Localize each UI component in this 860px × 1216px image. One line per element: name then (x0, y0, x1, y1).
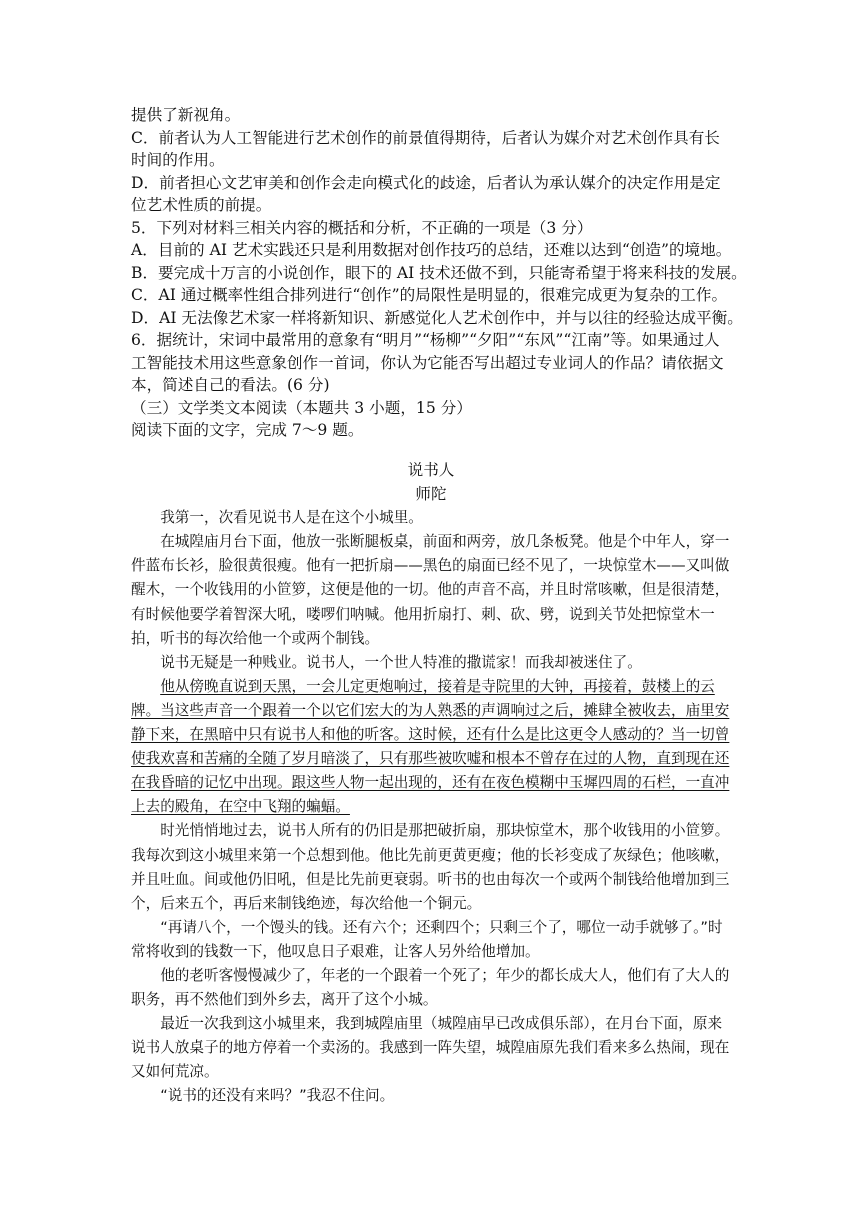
paragraph: “再请八个，一个馒头的钱。还有六个；还剩四个；只剩三个了，哪位一动手就够了。”时常将收到的钱数一下，他叹息日子艰难，让客人另外给他增加。 (131, 918, 723, 960)
section-heading: （三）文学类文本阅读（本题共 3 小题，15 分） (131, 398, 472, 417)
story-author: 师陀 (415, 485, 447, 504)
story-title: 说书人 (407, 461, 455, 479)
question-5-option-b: B．要完成十万言的小说创作，眼下的 AI 技术还做不到，只能寄希望于将来科技的发展。 (131, 263, 747, 282)
paragraph: 在城隍庙月台下面，他放一张断腿板桌，前面和两旁，放几条板凳。他是个中年人，穿一件蓝布长衫，脸很黄很瘦。他有一把折扇——黑色的扇面已经不见了，一块惊堂木——又叫做醒木，一个收钱用的小笸箩，这便是他的一切。他的声音不高，并且时常咳嗽，但是很清楚，有时候他要学着智深大吼，喽啰们呐喊。他用折扇打、刺、砍、劈，说到关节处把惊堂木一拍，听书的每次给他一个或两个制钱。 (131, 533, 730, 647)
paragraph: 我第一，次看见说书人是在这个小城里。 (160, 509, 423, 527)
paragraph: 时光悄悄地过去，说书人所有的仍旧是那把破折扇，那块惊堂木，那个收钱用的小笸箩。我每次到这小城里来第一个总想到他。他比先前更黄更瘦；他的长衫变成了灰绿色；他咳嗽，并且吐血。间或他仍旧吼，但是比先前更衰弱。听书的也由每次一个或两个制钱给他增加到三个，后来五个，再后来制钱绝迹，每次给他一个铜元。 (131, 822, 730, 912)
paragraph: 他的老听客慢慢减少了，年老的一个跟着一个死了；年少的都长成大人，他们有了大人的职务，再不然他们到外乡去，离开了这个小城。 (131, 966, 730, 1009)
paragraph: 说书无疑是一种贱业。说书人，一个世人特准的撒谎家！而我却被迷住了。 (160, 653, 642, 671)
questions-section (131, 104, 747, 442)
option-c: C．前者认为人工智能进行艺术创作的前景值得期待，后者认为媒介对艺术创作具有长时间的作用。 (131, 128, 720, 169)
question-5-option-c: C．AI 通过概率性组合排列进行“创作”的局限性是明显的，很难完成更为复杂的工作。 (131, 286, 728, 304)
paragraph: “说书的还没有来吗？”我忍不住问。 (160, 1087, 395, 1105)
previous-line: 提供了新视角。 (131, 106, 241, 124)
question-5-option-a: A．目前的 AI 艺术实践还只是利用数据对创作技巧的总结，还难以达到“创造”的境地。 (131, 241, 732, 259)
question-6: 6．据统计，宋词中最常用的意象有“明月”“杨柳”“夕阳”“东风”“江南”等。如果通过人工智能技术用这些意象创作一首词，你认为它能否写出超过专业词人的作品？请依据文本，简述自己的看法。(6 分) (131, 331, 724, 394)
instruction: 阅读下面的文字，完成 7～9 题。 (131, 421, 364, 439)
question-5: 5．下列对材料三相关内容的概括和分析，不正确的一项是（3 分） (131, 218, 593, 237)
paragraph: 最近一次我到这小城里来，我到城隍庙里（城隍庙早已改成俱乐部），在月台下面，原来说书人放桌子的地方停着一个卖汤的。我感到一阵失望，城隍庙原先我们看来多么热闹，现在又如何荒凉。 (131, 1015, 730, 1081)
option-d: D．前者担心文艺审美和创作会走向模式化的歧途，后者认为承认媒介的决定作用是定位艺术性质的前提。 (131, 173, 721, 214)
underlined-paragraph: 他从傍晚直说到天黑，一会儿定更炮响过，接着是寺院里的大钟，再接着，鼓楼上的云牌。当这些声音一个跟着一个以它们宏大的为人熟悉的声调响过之后，摊肆全被收去，庙里安静下来，在黑暗中只有说书人和他的听客。这时候，还有什么是比这更令人感动的？当一切曾使我欢喜和苦痛的全随了岁月暗淡了，只有那些被吹嘘和根本不曾存在过的人物，直到现在还在我昏暗的记忆中出现。跟这些人物一起出现的，还有在夜色模糊中玉墀四周的石栏，一直冲上去的殿角，在空中飞翔的蝙蝠。 (131, 677, 730, 816)
story-text (131, 458, 731, 1109)
question-5-option-d: D．AI 无法像艺术家一样将新知识、新感觉化人艺术创作中，并与以往的经验达成平衡。 (131, 308, 743, 327)
